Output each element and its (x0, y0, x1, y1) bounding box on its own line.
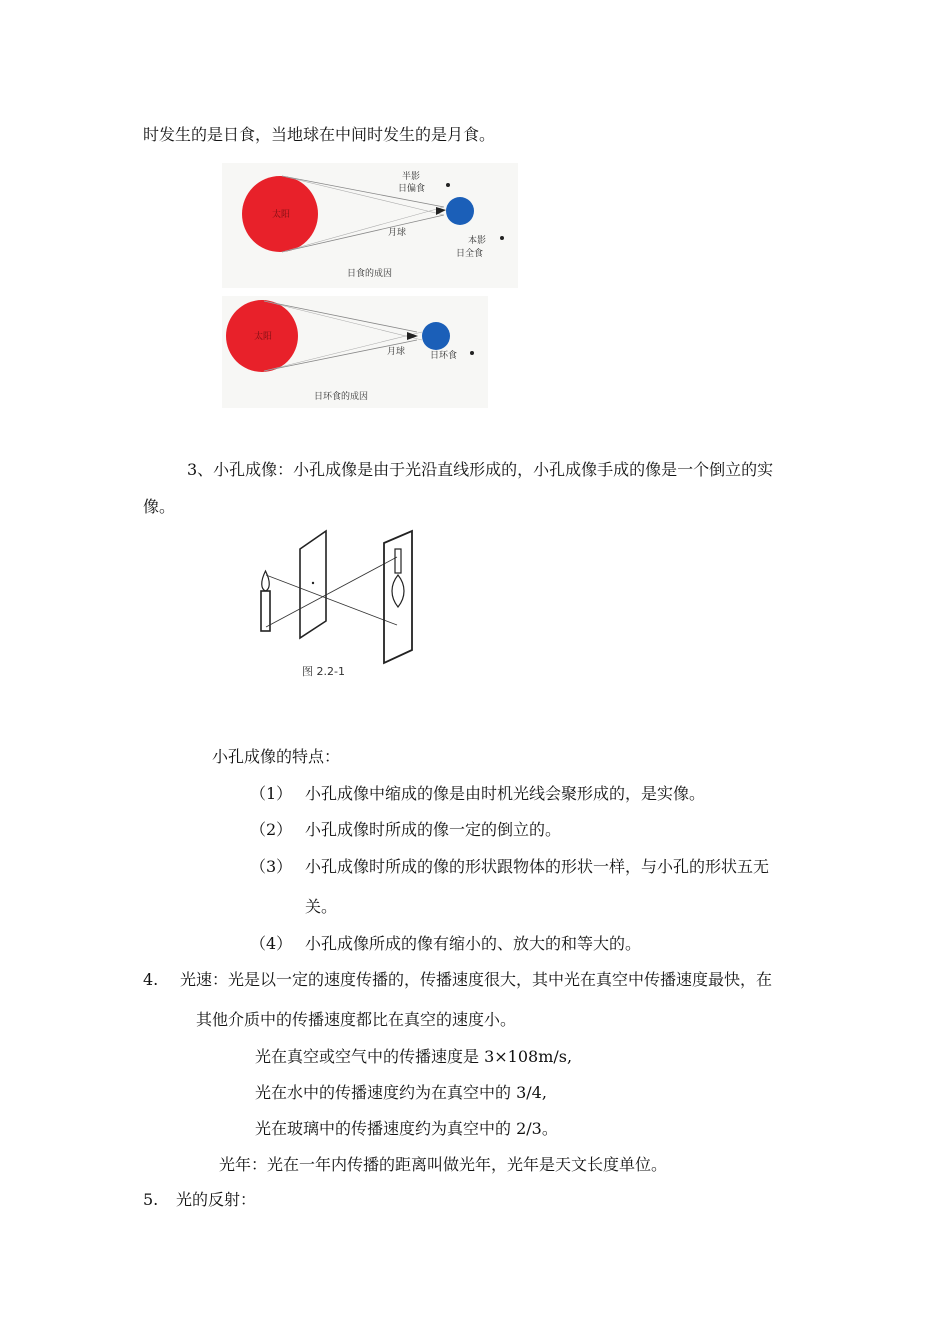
umbra-label: 本影 (468, 236, 487, 246)
section-4-text-cont: 其他介质中的传播速度都比在真空的速度小。 (196, 1010, 517, 1029)
feature-2-text: 小孔成像时所成的像一定的倒立的。 (305, 820, 562, 839)
partial-eclipse-label: 日偏食 (398, 184, 426, 194)
figure-caption: 日环食的成因 (314, 392, 369, 402)
speed-water: 光在水中的传播速度约为在真空中的 3/4, (255, 1083, 547, 1102)
text-line-pinhole-intro: 3、小孔成像：小孔成像是由于光沿直线形成的，小孔成像手成的像是一个倒立的实 (187, 460, 774, 479)
feature-1-text: 小孔成像中缩成的像是由时机光线会聚形成的，是实像。 (305, 784, 706, 803)
candle-flame (262, 571, 270, 591)
moon-label: 月球 (387, 347, 406, 357)
section-5-text: 光的反射： (176, 1190, 257, 1209)
earth-circle (446, 197, 474, 225)
image-screen (384, 531, 412, 663)
section-5-number: 5. (143, 1190, 159, 1209)
sun-label: 太阳 (272, 210, 291, 220)
speed-glass: 光在玻璃中的传播速度约为真空中的 2/3。 (255, 1119, 558, 1138)
candle (261, 591, 270, 631)
total-eclipse-label: 日全食 (456, 249, 484, 259)
light-year-definition: 光年：光在一年内传播的距离叫做光年，光年是天文长度单位。 (219, 1155, 668, 1174)
penumbra-label: 半影 (402, 172, 421, 182)
pinhole-features-heading: 小孔成像的特点： (212, 747, 341, 766)
feature-2-number: （2） (250, 820, 293, 839)
solar-eclipse-figure (222, 163, 518, 288)
section-4-text: 光速：光是以一定的速度传播的，传播速度很大，其中光在真空中传播速度最快，在 (180, 970, 773, 989)
feature-1-number: （1） (250, 784, 293, 803)
annular-eclipse-label: 日环食 (430, 351, 458, 361)
pinhole-board (300, 531, 326, 638)
feature-4-number: （4） (250, 934, 293, 953)
section-4-number: 4. (143, 970, 159, 989)
text-line-pinhole-intro-cont: 像。 (143, 497, 176, 516)
feature-3-text-cont: 关。 (305, 897, 338, 916)
speed-vacuum: 光在真空或空气中的传播速度是 3×108m/s, (255, 1047, 573, 1066)
moon-label: 月球 (388, 228, 407, 238)
annular-eclipse-figure (222, 296, 488, 408)
feature-3-number: （3） (250, 857, 293, 876)
pinhole-figure (252, 527, 432, 682)
earth-circle (422, 322, 450, 350)
feature-4-text: 小孔成像所成的像有缩小的、放大的和等大的。 (305, 934, 642, 953)
figure-caption: 图 2.2-1 (302, 665, 345, 678)
sun-label: 太阳 (254, 332, 273, 342)
figure-caption: 日食的成因 (347, 269, 393, 279)
feature-3-text: 小孔成像时所成的像的形状跟物体的形状一样，与小孔的形状五无 (305, 857, 770, 876)
text-line-eclipse-end: 时发生的是日食，当地球在中间时发生的是月食。 (143, 125, 496, 144)
